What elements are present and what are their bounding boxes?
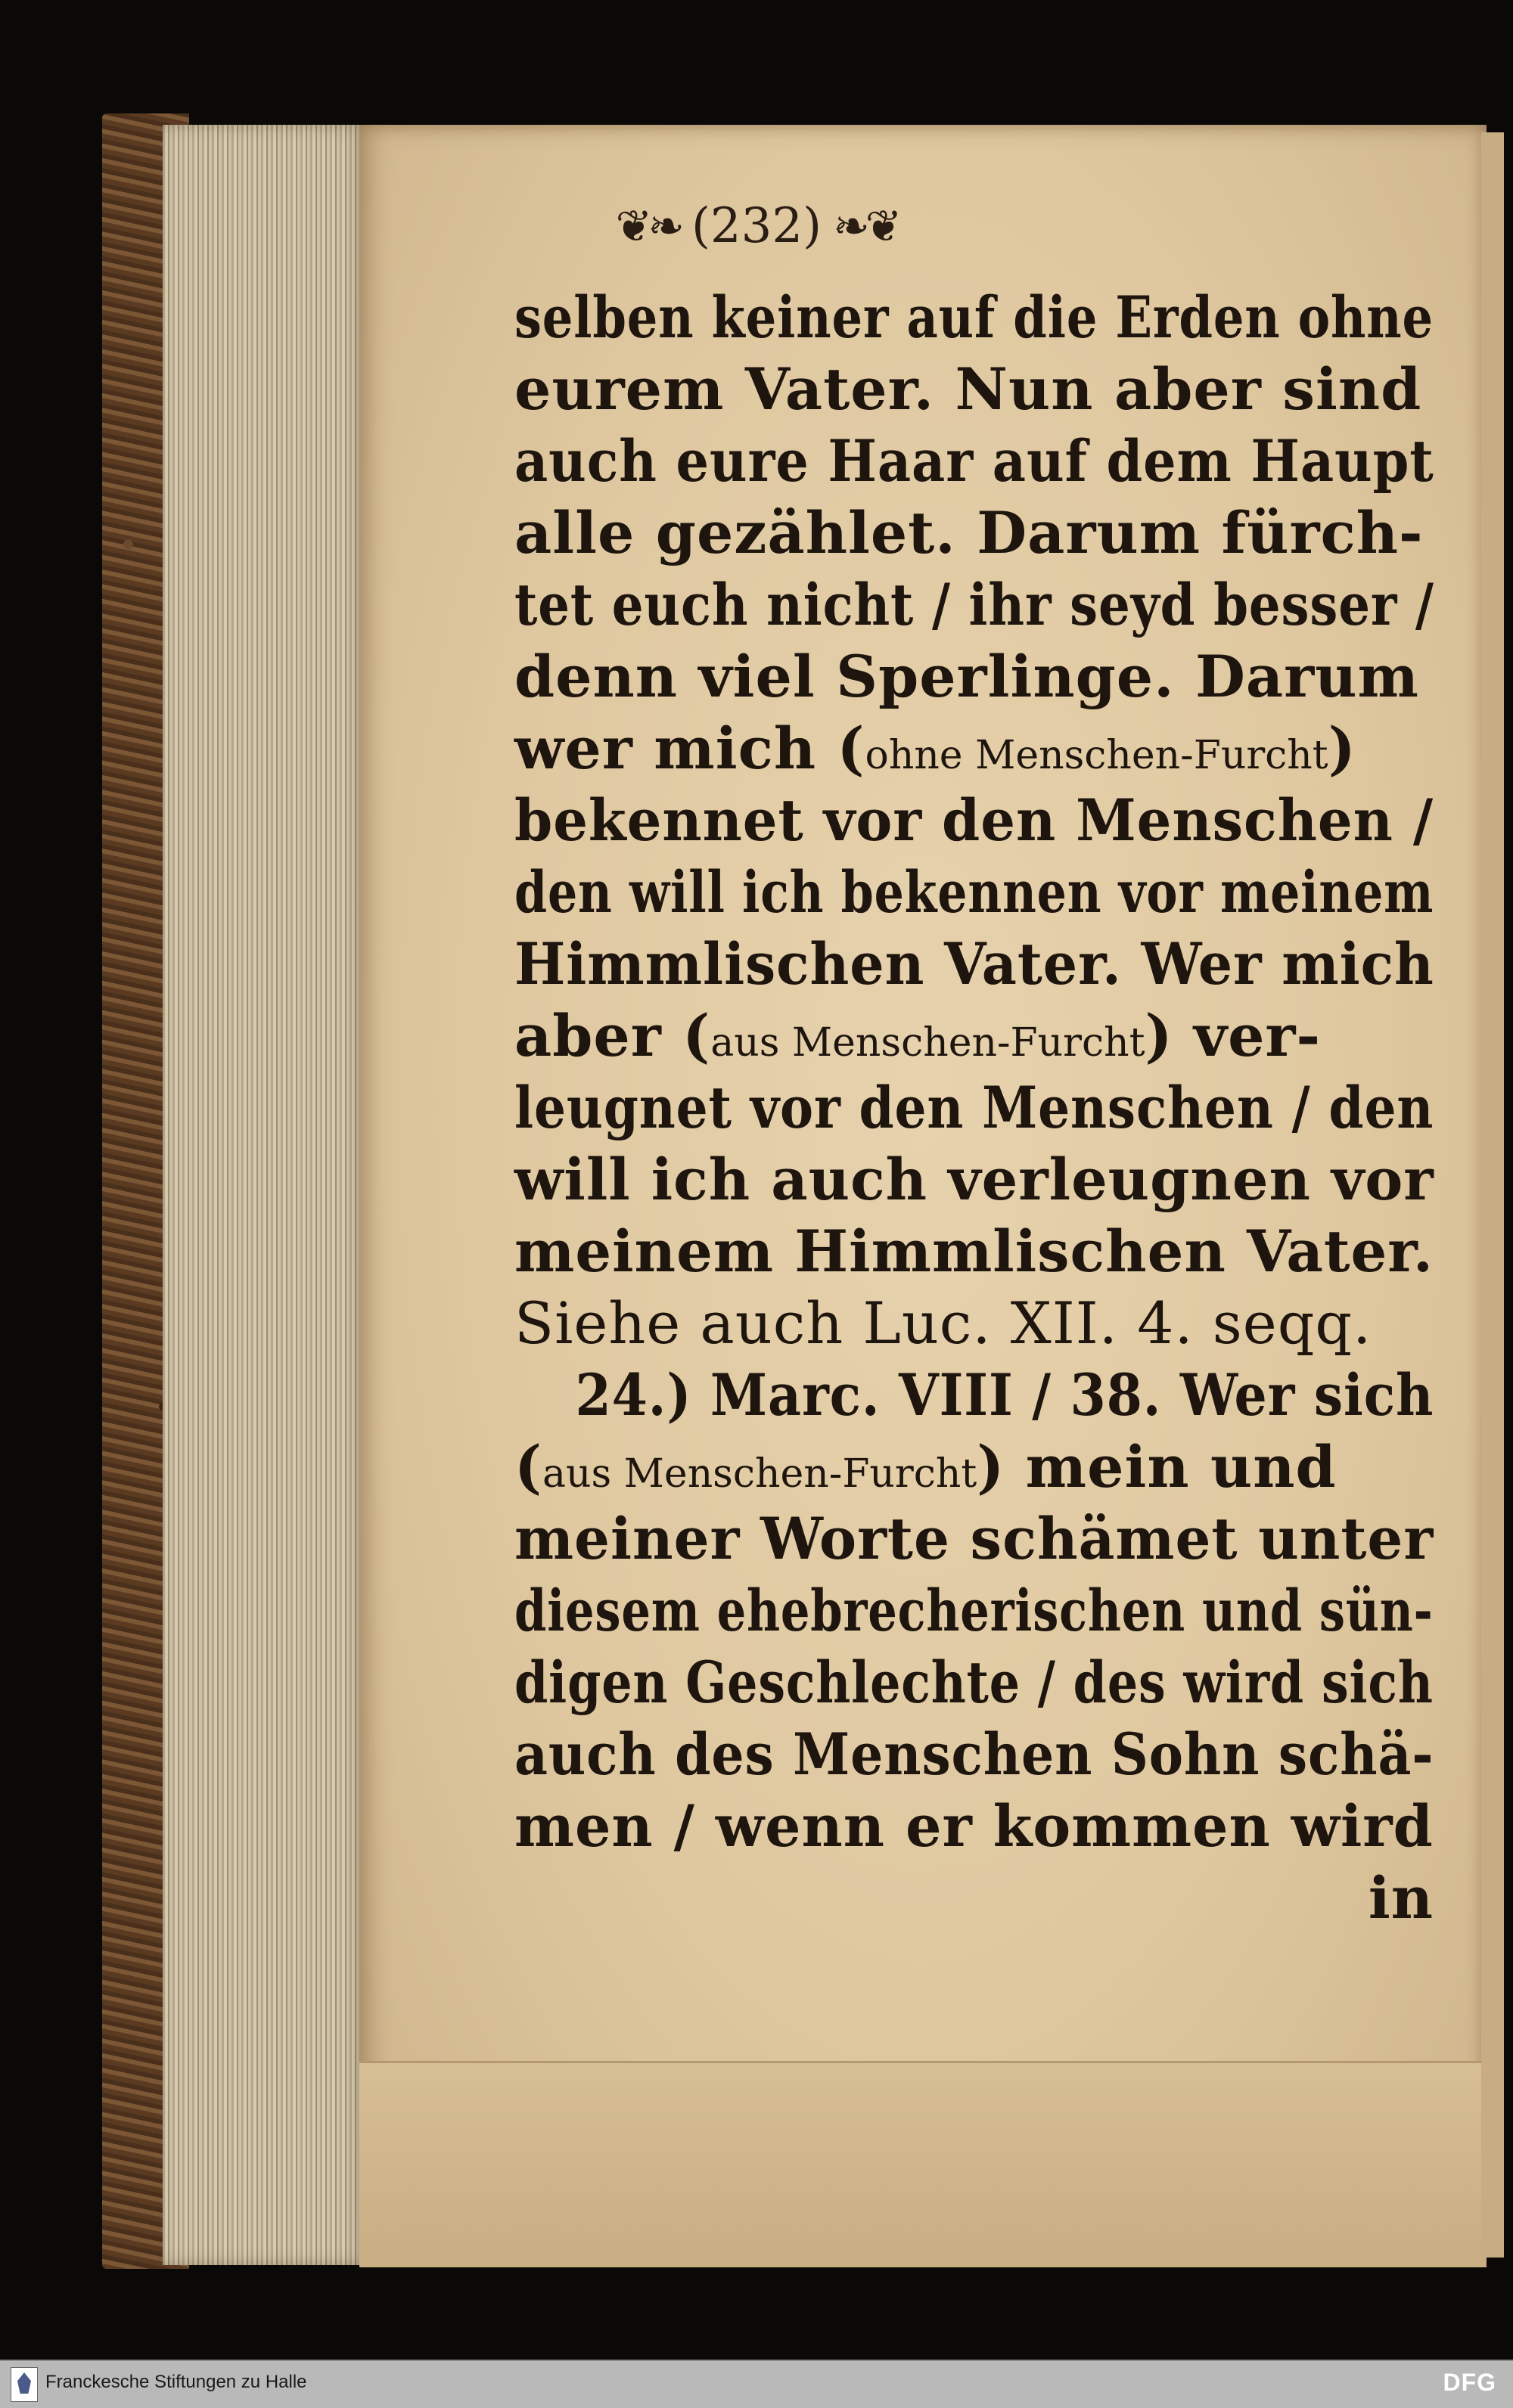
text-line [514, 1000, 1434, 1072]
text-line [514, 353, 1434, 425]
text-line-main: denn viel Sperlinge. Darum [514, 643, 1419, 710]
text-line-main: alle gezählet. Darum fürch- [514, 499, 1424, 566]
text-line-gloss: aus Menschen-Furcht [710, 1020, 1145, 1066]
text-line-main: auch des Menschen Sohn schä- [514, 1721, 1434, 1788]
text-line-main: meiner Worte schämet unter [514, 1505, 1434, 1572]
text-line [514, 1072, 1434, 1143]
institution-label: Franckesche Stiftungen zu Halle [45, 2372, 307, 2392]
text-line-main: meinem Himmlischen Vater. [514, 1218, 1434, 1285]
text-line-main: diesem ehebrecherischen und sün- [514, 1577, 1434, 1644]
text-line [514, 1646, 1434, 1718]
text-line-main: will ich auch verleugnen vor [514, 1146, 1434, 1213]
page-sliver [1481, 132, 1504, 2258]
text-line [514, 641, 1434, 712]
text-line [514, 712, 1434, 784]
text-line-main: selben keiner auf die Erden ohne [514, 284, 1434, 351]
text-line [514, 1215, 1434, 1287]
text-line [514, 1143, 1434, 1215]
text-line-main: men / wenn er kommen wird [514, 1792, 1434, 1860]
text-line-main: den will ich bekennen vor meinem [514, 858, 1434, 926]
text-line [514, 1862, 1434, 1934]
text-line-gloss: ohne Menschen-Furcht [865, 733, 1328, 778]
text-line [514, 1431, 1434, 1503]
text-line-main: aber ( [514, 1002, 711, 1069]
text-line-main: wer mich ( [514, 715, 865, 782]
text-line-main: bekennet vor den Menschen / [514, 787, 1434, 854]
text-line [514, 569, 1434, 641]
text-line-main: auch eure Haar auf dem Haupt [514, 427, 1434, 495]
text-line [514, 281, 1434, 353]
text-line [514, 425, 1434, 497]
text-line-main: ( [514, 1433, 542, 1500]
text-line-gloss: aus Menschen-Furcht [542, 1451, 977, 1497]
text-line [514, 497, 1434, 569]
text-line-main: digen Geschlechte / des wird sich [514, 1649, 1434, 1716]
text-line-main: Himmlischen Vater. Wer mich [514, 930, 1434, 998]
text-line [514, 1359, 1434, 1431]
text-line [514, 1718, 1434, 1790]
page-header [0, 198, 1513, 254]
ornament-left-icon: ❦❧ [615, 200, 680, 252]
page-edges [163, 125, 367, 2265]
text-line-after: ) mein und [977, 1433, 1337, 1500]
dfg-logo: DFG [1443, 2369, 1496, 2396]
institution-logo-icon [11, 2367, 38, 2402]
text-line-after: ) [1328, 715, 1356, 782]
text-line-main: leugnet vor den Menschen / den [514, 1074, 1434, 1141]
text-line [514, 1790, 1434, 1862]
text-line-after: ) ver- [1145, 1002, 1322, 1069]
text-line [514, 1575, 1434, 1646]
text-line-main: Siehe auch Luc. XII. 4. seqq. [514, 1289, 1372, 1357]
text-line-main: eurem Vater. Nun aber sind [514, 355, 1422, 423]
page-number: (232) [691, 198, 822, 254]
text-line [514, 784, 1434, 856]
viewer-footer [0, 2360, 1513, 2408]
text-line-main: 24.) Marc. VIII / 38. Wer sich [575, 1361, 1434, 1429]
ornament-right-icon: ❧❦ [833, 200, 898, 252]
text-line-main: tet euch nicht / ihr seyd besser / [514, 571, 1434, 638]
text-line [514, 856, 1434, 928]
page-text [514, 281, 1434, 1934]
text-line [514, 1287, 1434, 1359]
text-line [514, 928, 1434, 1000]
text-line-main: in [1368, 1864, 1434, 1932]
text-line [514, 1503, 1434, 1575]
